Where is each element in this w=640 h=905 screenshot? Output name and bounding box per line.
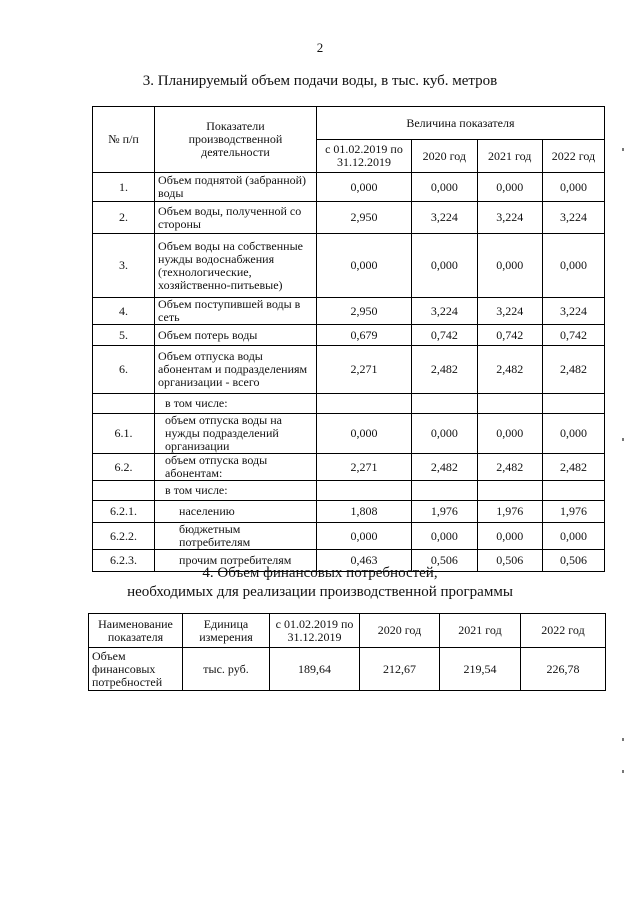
- row-value: 1,976: [477, 501, 542, 523]
- table-row: [89, 648, 606, 691]
- row-value: 0,000: [412, 523, 477, 550]
- table-row: [93, 481, 605, 501]
- row-num: 6.2.2.: [93, 523, 155, 550]
- row-value: 0,742: [412, 325, 477, 346]
- row-value: 0,463: [316, 550, 411, 572]
- row-value: 189,64: [270, 648, 360, 691]
- row-label: Объем отпуска воды абонентам и подразделениям организации - всего: [155, 346, 317, 394]
- header-value-group: Величина показателя: [316, 107, 604, 140]
- row-value: 0,000: [542, 234, 604, 298]
- row-value: 1,976: [542, 501, 604, 523]
- row-value: [316, 394, 411, 414]
- row-value: 3,224: [412, 298, 477, 325]
- row-value: 0,000: [542, 414, 604, 454]
- header-2022: 2022 год: [542, 140, 604, 173]
- row-num: 5.: [93, 325, 155, 346]
- scan-speck: [622, 770, 624, 773]
- water-supply-table: [92, 106, 605, 572]
- row-label: населению: [155, 501, 317, 523]
- row-value: 2,271: [316, 454, 411, 481]
- row-value: 0,742: [542, 325, 604, 346]
- row-num: 6.2.3.: [93, 550, 155, 572]
- row-label: Объем поднятой (забранной) воды: [155, 173, 317, 202]
- header-num: № п/п: [93, 107, 155, 173]
- row-label: в том числе:: [155, 481, 317, 501]
- row-value: [412, 394, 477, 414]
- row-value: 2,482: [542, 346, 604, 394]
- table-row: [93, 346, 605, 394]
- row-value: 0,000: [316, 173, 411, 202]
- row-num: 1.: [93, 173, 155, 202]
- row-num: [93, 394, 155, 414]
- row-value: [477, 394, 542, 414]
- row-value: 3,224: [477, 298, 542, 325]
- row-num: 6.: [93, 346, 155, 394]
- table-row: [93, 202, 605, 234]
- row-value: [316, 481, 411, 501]
- row-label: объем отпуска воды абонентам:: [155, 454, 317, 481]
- row-value: 0,506: [412, 550, 477, 572]
- row-value: 2,950: [316, 202, 411, 234]
- row-value: 2,482: [542, 454, 604, 481]
- financial-needs-table: [88, 613, 606, 691]
- row-value: [477, 481, 542, 501]
- row-value: 0,000: [542, 523, 604, 550]
- row-value: 2,271: [316, 346, 411, 394]
- row-value: 2,482: [477, 454, 542, 481]
- table-row: [93, 298, 605, 325]
- row-label: объем отпуска воды на нужды подразделений организации: [155, 414, 317, 454]
- header-name: Наименование показателя: [89, 614, 183, 648]
- header-2021: 2021 год: [477, 140, 542, 173]
- row-value: 0,506: [542, 550, 604, 572]
- row-name: Объем финансовых потребностей: [89, 648, 183, 691]
- row-value: 0,000: [316, 414, 411, 454]
- table-row: [93, 454, 605, 481]
- row-value: 0,000: [477, 173, 542, 202]
- row-value: 0,000: [477, 414, 542, 454]
- row-value: 3,224: [412, 202, 477, 234]
- row-value: 2,950: [316, 298, 411, 325]
- row-value: 2,482: [412, 346, 477, 394]
- row-value: 0,000: [412, 414, 477, 454]
- table-row: [93, 501, 605, 523]
- row-value: 219,54: [440, 648, 521, 691]
- row-value: 226,78: [521, 648, 606, 691]
- row-value: 0,679: [316, 325, 411, 346]
- row-label: бюджетным потребителям: [155, 523, 317, 550]
- row-value: 3,224: [542, 202, 604, 234]
- row-value: 0,000: [477, 234, 542, 298]
- row-value: 1,808: [316, 501, 411, 523]
- row-value: 0,000: [316, 234, 411, 298]
- header-indicator: Показатели производственной деятельности: [155, 107, 317, 173]
- header-period1: с 01.02.2019 по 31.12.2019: [270, 614, 360, 648]
- table-row: [93, 173, 605, 202]
- section4-title-line1: 4. Объем финансовых потребностей,: [202, 565, 438, 581]
- scan-speck: [622, 148, 624, 151]
- row-label: в том числе:: [155, 394, 317, 414]
- row-value: 0,000: [477, 523, 542, 550]
- row-unit: тыс. руб.: [183, 648, 270, 691]
- row-label: Объем потерь воды: [155, 325, 317, 346]
- row-num: 2.: [93, 202, 155, 234]
- scan-speck: [622, 738, 624, 741]
- row-value: 2,482: [477, 346, 542, 394]
- row-value: [542, 481, 604, 501]
- row-value: 3,224: [542, 298, 604, 325]
- row-value: 2,482: [412, 454, 477, 481]
- row-value: 0,742: [477, 325, 542, 346]
- row-num: 6.2.: [93, 454, 155, 481]
- table-row: [93, 414, 605, 454]
- scan-speck: [622, 438, 624, 441]
- header-2020: 2020 год: [360, 614, 440, 648]
- row-value: 0,000: [316, 523, 411, 550]
- page-number: 2: [316, 40, 324, 55]
- row-label: Объем воды на собственные нужды водоснабжения (технологические, хозяйственно-питьевые): [155, 234, 317, 298]
- row-label: Объем воды, полученной со стороны: [155, 202, 317, 234]
- row-value: 3,224: [477, 202, 542, 234]
- row-num: 6.2.1.: [93, 501, 155, 523]
- row-value: 0,506: [477, 550, 542, 572]
- row-num: [93, 481, 155, 501]
- row-num: 4.: [93, 298, 155, 325]
- table-row: [93, 234, 605, 298]
- row-value: 0,000: [412, 234, 477, 298]
- row-value: 212,67: [360, 648, 440, 691]
- row-value: [542, 394, 604, 414]
- header-period1: с 01.02.2019 по 31.12.2019: [316, 140, 411, 173]
- table-row: [93, 523, 605, 550]
- row-value: 1,976: [412, 501, 477, 523]
- table-row: [93, 325, 605, 346]
- table-row: [93, 394, 605, 414]
- header-2022: 2022 год: [521, 614, 606, 648]
- section3-title: 3. Планируемый объем подачи воды, в тыс. куб. метров: [142, 73, 498, 89]
- row-num: 3.: [93, 234, 155, 298]
- row-value: 0,000: [542, 173, 604, 202]
- row-label: прочим потребителям: [155, 550, 317, 572]
- row-value: [412, 481, 477, 501]
- header-2021: 2021 год: [440, 614, 521, 648]
- header-unit: Единица измерения: [183, 614, 270, 648]
- header-2020: 2020 год: [412, 140, 477, 173]
- row-label: Объем поступившей воды в сеть: [155, 298, 317, 325]
- row-num: 6.1.: [93, 414, 155, 454]
- row-value: 0,000: [412, 173, 477, 202]
- section4-title-line2: необходимых для реализации производственной программы: [127, 584, 513, 600]
